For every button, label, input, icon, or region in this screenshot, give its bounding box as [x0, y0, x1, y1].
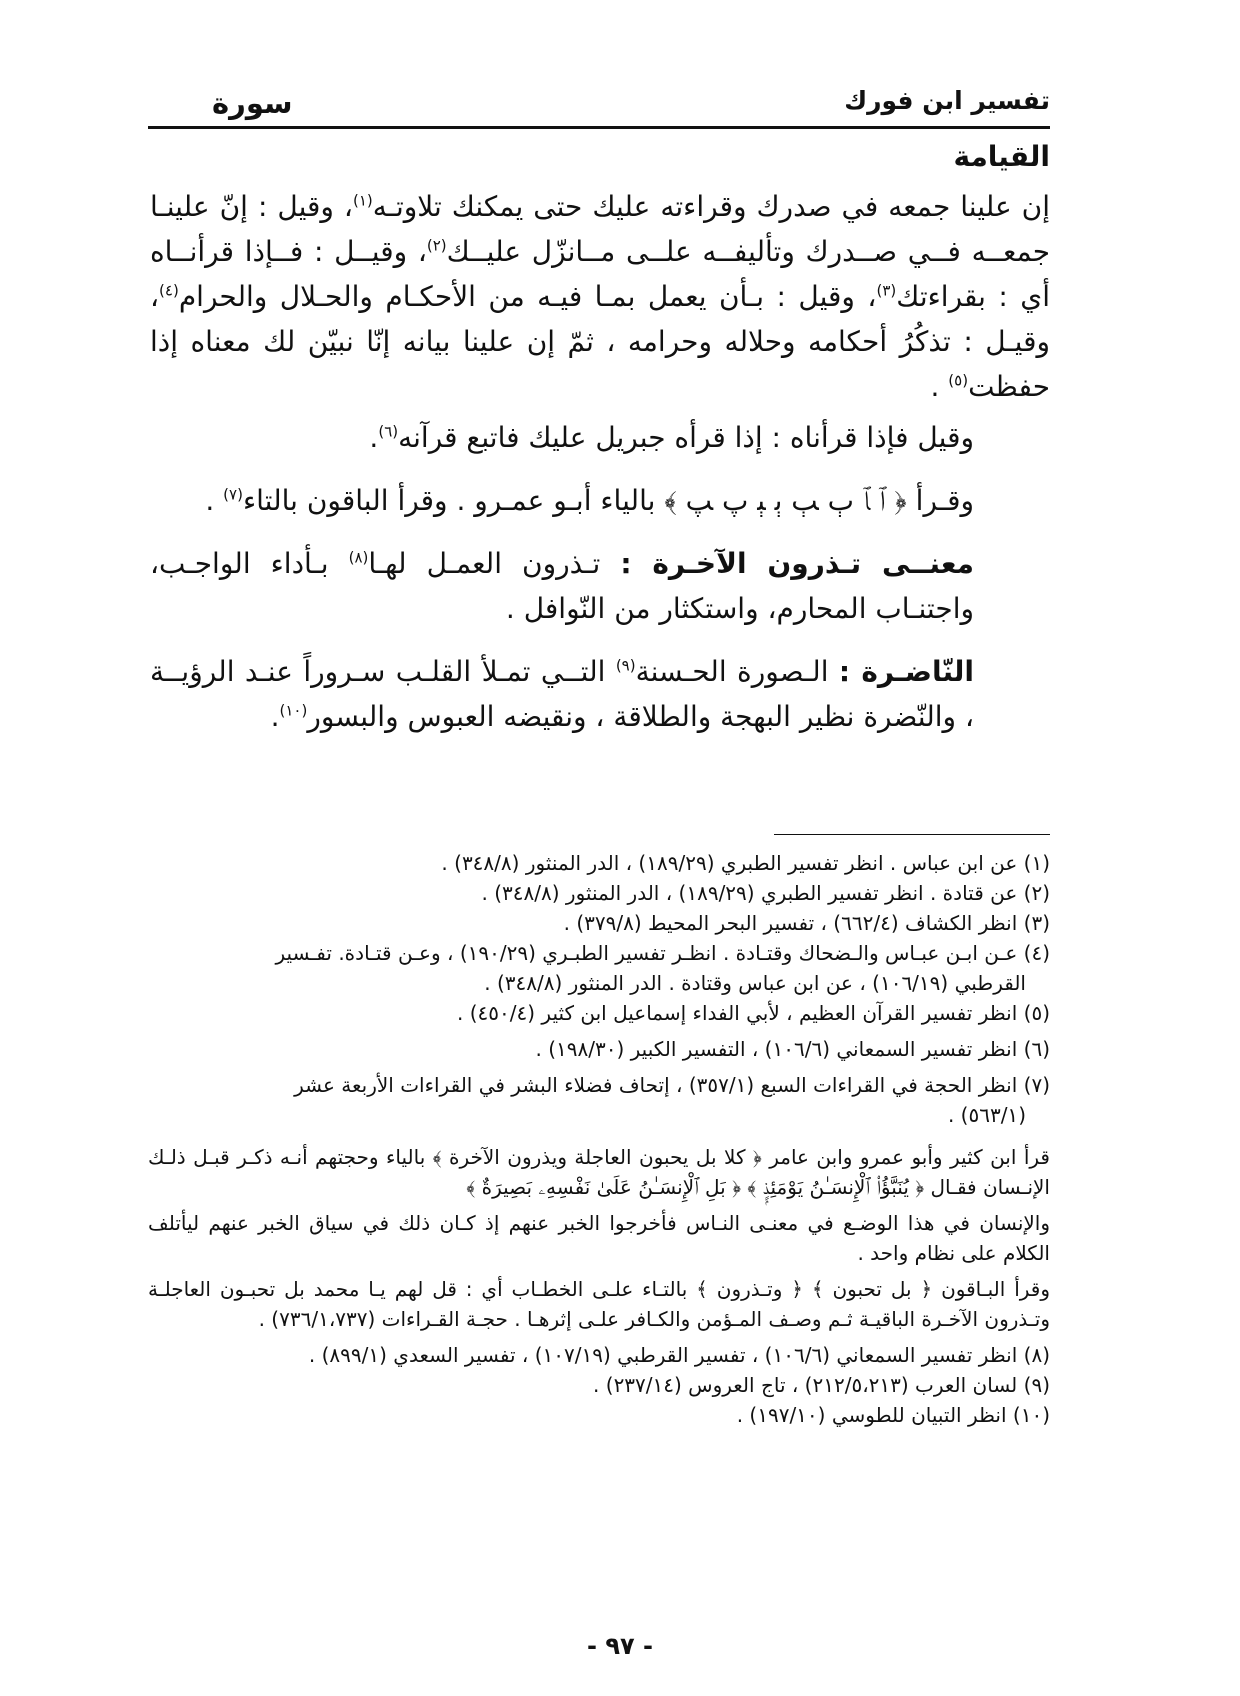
header-divider	[148, 126, 1050, 129]
footnote-ref: (٧)	[223, 485, 243, 504]
footnotes	[148, 848, 1050, 1430]
text-run: .	[930, 370, 949, 403]
footnote-7-other-reading: وقرأ البـاقون ﴿ بل تحبون ﴾ ﴿ وتـذرون ﴾ بالتـاء علـى الخطـاب أي : قل لهم يـا محمد بل تحبـون العاجلـة وتـذرون الآخـرة الباقيـة ثـم وصـف المـؤمن والكـافر علـى إثرهـا . حجـة القـراءات (٧٣٦/١،٧٣٧) .	[148, 1277, 1050, 1331]
footnote-4-continued: القرطبي (١٠٦/١٩) ، عن ابن عباس وقتادة . الدر المنثور (٣٤٨/٨) .	[484, 971, 1026, 995]
footnote-divider	[774, 834, 1050, 835]
footnote-ref: (٦)	[378, 422, 399, 441]
text-run: التــي تمـلأ القلـب سـروراً عنـد الرؤيــة ، والنّضرة نظير البهجة والطلاقة ، ونقيضه العبوس والبسور	[150, 655, 974, 733]
footnote-10: (١٠) انظر التبيان للطوسي (١٩٧/١٠) .	[736, 1403, 1050, 1427]
footnote-8: (٨) انظر تفسير السمعاني (١٠٦/٦) ، تفسير القرطبي (١٠٧/١٩) ، تفسير السعدي (٨٩٩/١) .	[308, 1343, 1050, 1367]
surah-label: سورة	[212, 86, 293, 120]
footnote-5: (٥) انظر تفسير القرآن العظيم ، لأبي الفداء إسماعيل ابن كثير (٤٥٠/٤) .	[457, 1001, 1050, 1025]
surah-name: القيامة	[953, 140, 1050, 173]
text-run: ، وقيل : بـأن يعمل بمـا فيـه من الأحكـام والحـلال والحرام	[178, 280, 877, 313]
footnote-2: (٢) عن قتادة . انظر تفسير الطبري (١٨٩/٢٩) ، الدر المنثور (٣٤٨/٨) .	[481, 881, 1050, 905]
footnote-4: (٤) عـن ابـن عبـاس والـضحاك وقتـادة . انظـر تفسير الطبـري (١٩٠/٢٩) ، وعـن قتـادة. تفـسير	[275, 941, 1050, 965]
text-run: ، وقيـل : تذكُرُ أحكامه وحلاله وحرامه ، ثمّ إن علينا بيانه إنّا نبيّن لك معناه إذا حفظت	[150, 280, 1050, 403]
footnote-7: (٧) انظر الحجة في القراءات السبع (٣٥٧/١) ، إتحاف فضلاء البشر في القراءات الأربعة عشر	[294, 1073, 1050, 1097]
text-run: وقيل فإذا قرأناه : إذا قرأه جبريل عليك فاتبع قرآنه	[398, 421, 974, 454]
page-header	[148, 86, 1050, 126]
footnote-6: (٦) انظر تفسير السمعاني (١٠٦/٦) ، التفسير الكبير (١٩٨/٣٠) .	[535, 1037, 1050, 1061]
defined-term: معنــى تـذرون الآخـرة :	[620, 547, 974, 580]
paragraph-2	[150, 415, 1050, 460]
footnote-ref: (١٠)	[279, 701, 308, 720]
footnote-3: (٣) انظر الكشاف (٦٦٢/٤) ، تفسير البحر المحيط (٣٧٩/٨) .	[563, 911, 1050, 935]
paragraph-5	[150, 649, 1050, 739]
commentary-body	[150, 184, 1050, 739]
footnote-ref: (٨)	[348, 548, 369, 567]
paragraph-1	[150, 184, 1050, 409]
footnote-ref: (٢)	[426, 236, 447, 255]
page-number: - ٩٧ -	[587, 1632, 653, 1660]
footnote-7-reading-note: قرأ ابن كثير وأبو عمرو وابن عامر ﴿ كلا بل يحبون العاجلة ويذرون الآخرة ﴾ بالياء وحجتهم أنـه ذكـر قبـل ذلـك الإنـسان فقـال ﴿ يُنَبَّؤُا۟ ٱلْإِنسَـٰنُ يَوْمَئِذٍۭ ﴾ ﴿ بَلِ ٱلْإِنسَـٰنُ عَلَىٰ نَفْسِهِۦ بَصِيرَةٌ ﴾	[148, 1145, 1050, 1199]
footnote-ref: (٣)	[876, 281, 897, 300]
footnote-ref: (٥)	[948, 371, 969, 390]
book-title: تفسير ابن فورك	[844, 86, 1050, 115]
footnote-1: (١) عن ابن عباس . انظر تفسير الطبري (١٨٩/٢٩) ، الدر المنثور (٣٤٨/٨) .	[441, 851, 1050, 875]
footnote-9: (٩) لسان العرب (٢١٢/٥،٢١٣) ، تاج العروس (٢٣٧/١٤) .	[593, 1373, 1050, 1397]
footnote-ref: (٩)	[615, 656, 636, 675]
paragraph-3	[150, 478, 1050, 523]
text-run: ، وقيــل : فــإذا قرأنــاه أي : بقراءتك	[150, 235, 1051, 313]
footnote-ref: (٤)	[159, 281, 179, 300]
text-run: .	[205, 484, 224, 517]
text-run: بـأداء الواجـب، واجتنـاب المحارم، واستكثار من النّوافل .	[150, 547, 974, 625]
footnote-7-continued: (٥٦٣/١) .	[947, 1103, 1026, 1127]
text-run: وقـرأ ﴿ ﭐ ﭑ ﭒ ﭓ ﭔ ﭕ ﭖ ﭗ ﴾ بالياء أبـو عمـرو . وقرأ الباقون بالتاء	[242, 484, 974, 517]
text-run: إن علينا جمعه في صدرك وقراءته عليك حتى يمكنك تلاوتـه	[372, 190, 1050, 223]
defined-term: النّاضـرة :	[838, 655, 974, 688]
footnote-7-explanation: والإنسان في هذا الوضـع في معنـى النـاس فأخرجوا الخبر عنهم إذ كـان ذلك في سياق الخبر عنهم ليأتلف الكلام على نظام واحد .	[148, 1211, 1050, 1265]
text-run: .	[270, 700, 280, 733]
text-run: تـذرون العمـل لهـا	[368, 547, 621, 580]
paragraph-4	[150, 541, 1050, 631]
text-run: الـصورة الحـسنة	[635, 655, 839, 688]
text-run: ، وقيل : إنّ علينـا جمعــه فــي صــدرك وتأليفــه علــى مــانزّل عليــك	[150, 190, 1050, 268]
footnote-ref: (١)	[352, 191, 373, 210]
text-run: .	[369, 421, 379, 454]
